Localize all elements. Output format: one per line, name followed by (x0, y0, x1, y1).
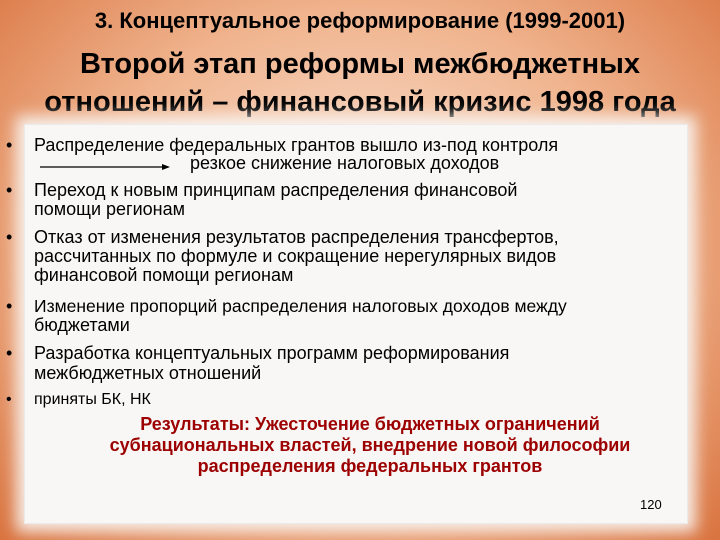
slide-title-line-1: Второй этап реформы межбюджетных (79, 48, 641, 80)
bullet-text-5-line-2: межбюджетных отношений (34, 363, 262, 383)
bullet-text-4-line-1: Изменение пропорций распределения налоговых доходов между (34, 296, 567, 316)
bullet-text-5-line-1: Разработка концептуальных программ реформирования (34, 343, 510, 363)
bullet-text-3-line-3: финансовой помощи регионам (34, 265, 294, 285)
bullet-marker: • (6, 135, 13, 155)
results-line-2: субнациональных властей, внедрение новой философии (109, 435, 631, 455)
bullet-text-2-line-2: помощи регионам (34, 199, 185, 219)
bullet-text-1-line-1: Распределение федеральных грантов вышло из-под контроля (34, 135, 559, 155)
bullet-marker: • (6, 296, 13, 316)
bullet-text-3-line-2: рассчитанных по формуле и сокращение нерегулярных видов (34, 246, 557, 266)
bullet-marker: • (6, 391, 12, 408)
bullet-text-2-line-1: Переход к новым принципам распределения финансовой (34, 180, 518, 200)
slide-title-line-2: отношений – финансовый кризис 1998 года (44, 86, 676, 118)
bullet-text-4-line-2: бюджетами (34, 315, 130, 335)
results-line-3: распределения федеральных грантов (197, 456, 543, 476)
page-number: 120 (640, 497, 662, 512)
bullet-text-1-line-2: резкое снижение налоговых доходов (190, 153, 500, 173)
bullet-marker: • (6, 343, 13, 363)
bullet-marker: • (6, 227, 13, 247)
bullet-text-6-line-1: приняты БК, НК (34, 391, 151, 408)
slide-subtitle: 3. Концептуальное реформирование (1999-2001) (94, 8, 626, 33)
results-line-1: Результаты: Ужесточение бюджетных ограничений (140, 414, 600, 434)
arrow-right-icon (40, 164, 170, 170)
bullet-marker: • (6, 180, 13, 200)
bullet-text-3-line-1: Отказ от изменения результатов распределения трансфертов, (34, 227, 559, 247)
